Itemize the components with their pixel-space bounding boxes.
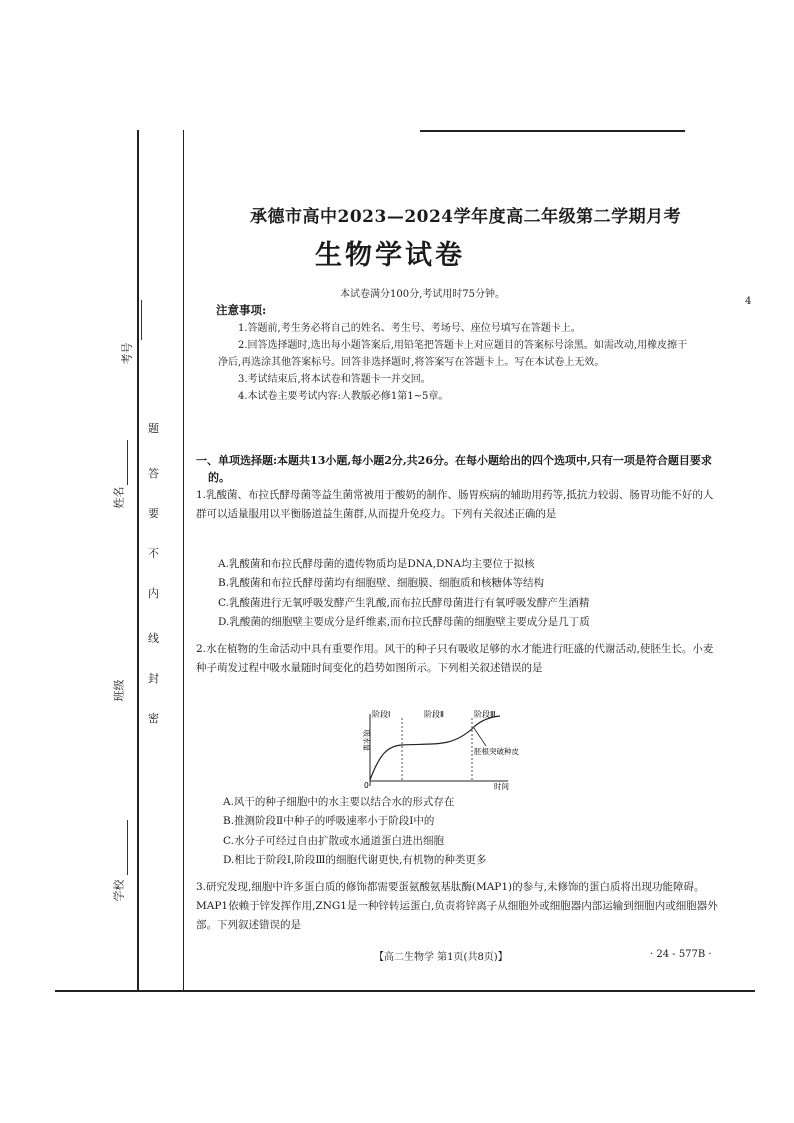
- notes-item: 1.答题前,考生务必将自己的姓名、考生号、考场号、座位号填写在答题卡上。: [238, 323, 581, 334]
- top-rule: [420, 130, 685, 132]
- margin-line-outer: [137, 130, 139, 990]
- seal-char: 题: [148, 422, 159, 435]
- stage-label-1: 阶段Ⅰ: [372, 710, 391, 719]
- annotation-pointer: [474, 728, 486, 746]
- name-label-text: 姓名: [112, 486, 126, 509]
- option-b[interactable]: B.乳酸菌和布拉氏酵母菌均有细胞壁、细胞膜、细胞质和核糖体等结构: [218, 577, 545, 590]
- stage-label-3: 阶段Ⅲ: [474, 710, 496, 719]
- school-label-text: 学校: [112, 879, 126, 902]
- question-2-stem: 2.水在植物的生命活动中具有重要作用。风干的种子只有吸收足够的水才能进行旺盛的代谢活动,使胚生长。小麦种子萌发过程中吸水量随时间变化的趋势如图所示。下列相关叙述错误的是: [196, 643, 714, 674]
- x-axis-label: 时间: [494, 782, 509, 790]
- seal-char: 不: [148, 547, 159, 560]
- seal-char: 密: [148, 712, 159, 725]
- y-axis-label: 吸水量: [362, 730, 370, 751]
- stage-label-2: 阶段Ⅱ: [424, 710, 444, 719]
- bottom-rule: [55, 990, 755, 992]
- option-d[interactable]: D.相比于阶段Ⅰ,阶段Ⅲ的细胞代谢更快,有机物的种类更多: [223, 854, 487, 867]
- option-a[interactable]: A.风干的种子细胞中的水主要以结合水的形式存在: [223, 796, 455, 808]
- notes-item: 4.本试卷主要考试内容:人教版必修1第1~5章。: [238, 391, 449, 402]
- question-1-stem: 1.乳酸菌、布拉氏酵母菌等益生菌常被用于酸奶的制作、肠胃疾病的辅助用药等,抵抗力较弱、肠胃功能不好的人群可以适量服用以平衡肠道益生菌群,从而提升免疫力。下列有关叙述正确的是: [196, 489, 714, 520]
- exam-meta: 本试卷满分100分,考试用时75分钟。: [340, 289, 505, 300]
- water-uptake-figure: [350, 708, 520, 790]
- annotation-label: 胚根突破种皮: [474, 747, 519, 756]
- origin-label: 0: [364, 781, 369, 790]
- exam-number-label-text: 考号: [120, 342, 134, 365]
- option-d[interactable]: D.乳酸菌的细胞壁主要成分是纤维素,而布拉氏酵母菌的细胞壁主要成分是几丁质: [218, 616, 590, 629]
- class-label: [114, 680, 125, 702]
- school-blank[interactable]: [127, 820, 129, 875]
- notes-heading: 注意事项:: [216, 303, 267, 317]
- question-1-options: [218, 555, 590, 633]
- page-footer: 【高二生物学 第1页(共8页)】: [374, 952, 508, 963]
- notes-item: 2.回答选择题时,选出每小题答案后,用铅笔把答题卡上对应题目的答案标号涂黑。如需改动,用橡皮擦干净后,再选涂其他答案标号。回答非选择题时,将答案写在答题卡上。写在本试卷上无效。: [218, 340, 688, 368]
- margin-line-inner: [183, 130, 184, 990]
- question-2-options: [223, 793, 486, 871]
- option-c[interactable]: C.水分子可经过自由扩散或水通道蛋白进出细胞: [223, 834, 444, 847]
- notes-list: [218, 320, 688, 405]
- option-c[interactable]: C.乳酸菌进行无氧呼吸发酵产生乳酸,而布拉氏酵母菌进行有氧呼吸发酵产生酒精: [218, 596, 590, 609]
- option-b[interactable]: B.推测阶段Ⅱ中种子的呼吸速率小于阶段Ⅰ中的: [223, 815, 435, 828]
- exam-subtitle: 生物学试卷: [315, 240, 465, 271]
- question-3-stem: 3.研究发现,细胞中许多蛋白质的修饰都需要蛋氨酸氨基肽酶(MAP1)的参与,未修饰的蛋白质将出现功能障碍。MAP1依赖于锌发挥作用,ZNG1是一种锌转运蛋白,负责将锌离子从细胞外或细胞器内部运输到细胞内或细胞器外部。下列叙述错误的是: [196, 881, 718, 931]
- notes-item: 3.考试结束后,将本试卷和答题卡一并交回。: [238, 374, 431, 385]
- class-label-text: 班级: [112, 679, 126, 702]
- seal-char: 答: [148, 467, 159, 480]
- side-mark: 4: [745, 296, 752, 307]
- school-label: [114, 880, 125, 902]
- seal-char: 内: [148, 587, 159, 600]
- name-label: [114, 487, 125, 509]
- seal-char: 封: [148, 672, 159, 685]
- exam-title: 承德市高中2023—2024学年度高二年级第二学期月考: [250, 207, 682, 227]
- seal-char: 要: [148, 507, 159, 520]
- exam-code: · 24 - 577B ·: [650, 949, 712, 960]
- exam-number-label: [122, 343, 133, 365]
- section-heading: 一、单项选择题:本题共13小题,每小题2分,共26分。在每小题给出的四个选项中,只有一项是符合题目要求的。: [196, 454, 712, 484]
- name-blank[interactable]: [127, 440, 129, 485]
- seal-char: 线: [148, 632, 159, 645]
- option-a[interactable]: A.乳酸菌和布拉氏酵母菌的遗传物质均是DNA,DNA均主要位于拟核: [218, 558, 535, 570]
- exam-number-blank[interactable]: [141, 300, 143, 340]
